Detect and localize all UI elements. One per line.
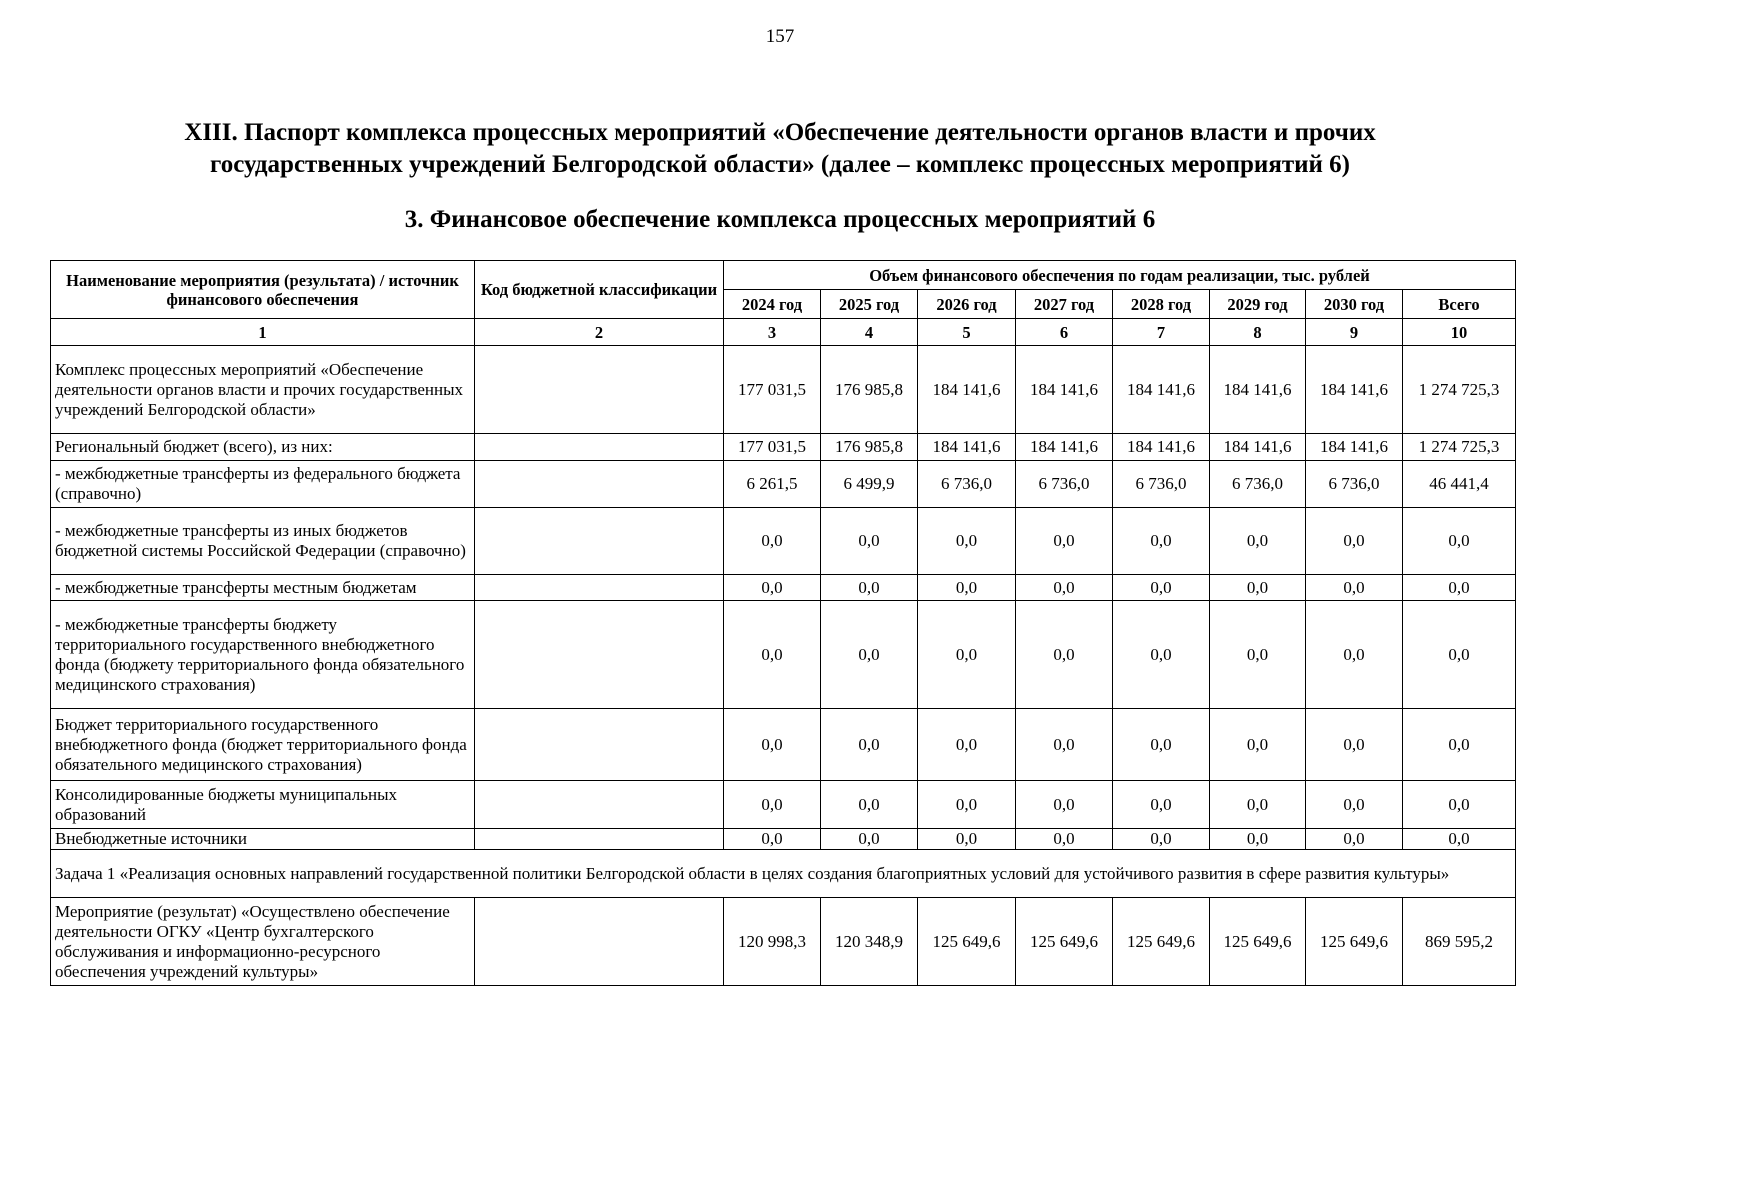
- row-value: 0,0: [1306, 575, 1403, 601]
- financing-table: [50, 260, 1516, 986]
- main-title: [120, 117, 1440, 181]
- row-value: 0,0: [1016, 601, 1113, 709]
- row-value: 125 649,6: [918, 898, 1016, 986]
- row-code: [475, 461, 724, 508]
- column-number: 2: [475, 319, 724, 346]
- row-code: [475, 781, 724, 829]
- row-value: 184 141,6: [1113, 346, 1210, 434]
- row-value: 0,0: [918, 829, 1016, 850]
- row-value: 0,0: [1016, 709, 1113, 781]
- header-volume-column: Объем финансового обеспечения по годам реализации, тыс. рублей: [724, 261, 1516, 290]
- row-total: 0,0: [1403, 601, 1516, 709]
- row-value: 0,0: [724, 601, 821, 709]
- table-row: [51, 346, 1516, 434]
- row-value: 176 985,8: [821, 434, 918, 461]
- header-year: 2029 год: [1210, 290, 1306, 319]
- row-value: 6 736,0: [1016, 461, 1113, 508]
- page-number: 157: [765, 26, 795, 47]
- row-code: [475, 346, 724, 434]
- row-value: 0,0: [918, 601, 1016, 709]
- row-value: 184 141,6: [918, 434, 1016, 461]
- row-value: 0,0: [724, 709, 821, 781]
- row-total: 0,0: [1403, 575, 1516, 601]
- row-name: Региональный бюджет (всего), из них:: [51, 434, 475, 461]
- column-number: 5: [918, 319, 1016, 346]
- table-row: [51, 508, 1516, 575]
- header-year: 2030 год: [1306, 290, 1403, 319]
- row-name: Консолидированные бюджеты муниципальных образований: [51, 781, 475, 829]
- header-year: 2028 год: [1113, 290, 1210, 319]
- header-total: Всего: [1403, 290, 1516, 319]
- row-code: [475, 601, 724, 709]
- row-value: 0,0: [1113, 508, 1210, 575]
- table-row: [51, 781, 1516, 829]
- row-name: Мероприятие (результат) «Осуществлено обеспечение деятельности ОГКУ «Центр бухгалтерского обслуживания и информационно-ресурсного обеспечения учреждений культуры»: [51, 898, 475, 986]
- row-value: 120 348,9: [821, 898, 918, 986]
- row-value: 177 031,5: [724, 346, 821, 434]
- header-year: 2025 год: [821, 290, 918, 319]
- row-value: 0,0: [1113, 601, 1210, 709]
- table-row: [51, 601, 1516, 709]
- table-row: [51, 575, 1516, 601]
- header-year: 2024 год: [724, 290, 821, 319]
- row-value: 184 141,6: [1113, 434, 1210, 461]
- column-number: 1: [51, 319, 475, 346]
- row-name: - межбюджетные трансферты местным бюджетам: [51, 575, 475, 601]
- row-value: 0,0: [1113, 781, 1210, 829]
- row-total: 0,0: [1403, 829, 1516, 850]
- row-value: 0,0: [1016, 508, 1113, 575]
- header-year: 2026 год: [918, 290, 1016, 319]
- row-value: 0,0: [1306, 709, 1403, 781]
- row-value: 0,0: [724, 508, 821, 575]
- column-number: 3: [724, 319, 821, 346]
- row-value: 0,0: [1306, 829, 1403, 850]
- row-value: 0,0: [1113, 829, 1210, 850]
- task-description: Задача 1 «Реализация основных направлений государственной политики Белгородской области в целях создания благоприятных условий для устойчивого развития в сфере развития культуры»: [51, 850, 1516, 898]
- row-value: 120 998,3: [724, 898, 821, 986]
- row-code: [475, 898, 724, 986]
- row-value: 0,0: [1016, 575, 1113, 601]
- row-value: 0,0: [821, 508, 918, 575]
- row-name: Комплекс процессных мероприятий «Обеспечение деятельности органов власти и прочих государственных учреждений Белгородской области»: [51, 346, 475, 434]
- row-total: 0,0: [1403, 709, 1516, 781]
- row-total: 1 274 725,3: [1403, 346, 1516, 434]
- row-value: 0,0: [918, 709, 1016, 781]
- row-value: 125 649,6: [1210, 898, 1306, 986]
- row-value: 0,0: [724, 781, 821, 829]
- row-total: 869 595,2: [1403, 898, 1516, 986]
- row-value: 0,0: [1210, 575, 1306, 601]
- row-value: 0,0: [1210, 781, 1306, 829]
- row-value: 0,0: [724, 575, 821, 601]
- column-number: 9: [1306, 319, 1403, 346]
- header-name-column: Наименование мероприятия (результата) / источник финансового обеспечения: [51, 261, 475, 319]
- row-value: 6 736,0: [1306, 461, 1403, 508]
- row-value: 0,0: [1210, 709, 1306, 781]
- column-number: 6: [1016, 319, 1113, 346]
- row-value: 0,0: [1306, 601, 1403, 709]
- row-code: [475, 709, 724, 781]
- row-value: 125 649,6: [1113, 898, 1210, 986]
- row-value: 176 985,8: [821, 346, 918, 434]
- row-total: 0,0: [1403, 781, 1516, 829]
- header-year: 2027 год: [1016, 290, 1113, 319]
- row-total: 1 274 725,3: [1403, 434, 1516, 461]
- row-name: Бюджет территориального государственного внебюджетного фонда (бюджет территориального фонда обязательного медицинского страхования): [51, 709, 475, 781]
- column-number: 4: [821, 319, 918, 346]
- row-total: 46 441,4: [1403, 461, 1516, 508]
- row-value: 0,0: [918, 508, 1016, 575]
- row-value: 125 649,6: [1016, 898, 1113, 986]
- row-value: 0,0: [1210, 829, 1306, 850]
- row-value: 0,0: [821, 781, 918, 829]
- row-value: 6 261,5: [724, 461, 821, 508]
- row-value: 0,0: [1016, 829, 1113, 850]
- section-title: 3. Финансовое обеспечение комплекса процессных мероприятий 6: [404, 206, 1156, 233]
- row-value: 125 649,6: [1306, 898, 1403, 986]
- row-value: 184 141,6: [1306, 434, 1403, 461]
- row-value: 0,0: [1113, 709, 1210, 781]
- table-row: [51, 461, 1516, 508]
- task-row: [51, 850, 1516, 898]
- row-value: 184 141,6: [1016, 346, 1113, 434]
- main-title-line-1: XIII. Паспорт комплекса процессных мероприятий «Обеспечение деятельности органов власти и прочих: [184, 119, 1376, 146]
- column-number: 10: [1403, 319, 1516, 346]
- row-value: 0,0: [821, 601, 918, 709]
- row-code: [475, 829, 724, 850]
- row-value: 0,0: [821, 709, 918, 781]
- main-title-line-2: государственных учреждений Белгородской области» (далее – комплекс процессных мероприятий 6): [209, 151, 1351, 178]
- row-value: 0,0: [1306, 508, 1403, 575]
- row-code: [475, 508, 724, 575]
- row-value: 0,0: [1113, 575, 1210, 601]
- table-row: [51, 829, 1516, 850]
- header-code-column: Код бюджетной классификации: [475, 261, 724, 319]
- row-value: 0,0: [1016, 781, 1113, 829]
- row-name: - межбюджетные трансферты бюджету территориального государственного внебюджетного фонда (бюджету территориального фонда обязательного медицинского страхования): [51, 601, 475, 709]
- row-code: [475, 434, 724, 461]
- row-name: - межбюджетные трансферты из федерального бюджета (справочно): [51, 461, 475, 508]
- row-value: 0,0: [1210, 601, 1306, 709]
- row-value: 6 736,0: [918, 461, 1016, 508]
- table-row: [51, 898, 1516, 986]
- row-name: Внебюджетные источники: [51, 829, 475, 850]
- row-value: 184 141,6: [1306, 346, 1403, 434]
- row-value: 6 736,0: [1113, 461, 1210, 508]
- row-value: 0,0: [821, 829, 918, 850]
- row-value: 6 499,9: [821, 461, 918, 508]
- row-value: 0,0: [724, 829, 821, 850]
- row-value: 0,0: [918, 575, 1016, 601]
- row-value: 0,0: [918, 781, 1016, 829]
- row-value: 184 141,6: [1210, 434, 1306, 461]
- table-row: [51, 434, 1516, 461]
- row-value: 0,0: [1306, 781, 1403, 829]
- row-value: 6 736,0: [1210, 461, 1306, 508]
- table-row: [51, 709, 1516, 781]
- row-value: 0,0: [1210, 508, 1306, 575]
- column-number: 7: [1113, 319, 1210, 346]
- row-code: [475, 575, 724, 601]
- row-value: 184 141,6: [1016, 434, 1113, 461]
- row-value: 177 031,5: [724, 434, 821, 461]
- row-total: 0,0: [1403, 508, 1516, 575]
- row-value: 184 141,6: [1210, 346, 1306, 434]
- column-number: 8: [1210, 319, 1306, 346]
- row-value: 184 141,6: [918, 346, 1016, 434]
- row-name: - межбюджетные трансферты из иных бюджетов бюджетной системы Российской Федерации (справочно): [51, 508, 475, 575]
- row-value: 0,0: [821, 575, 918, 601]
